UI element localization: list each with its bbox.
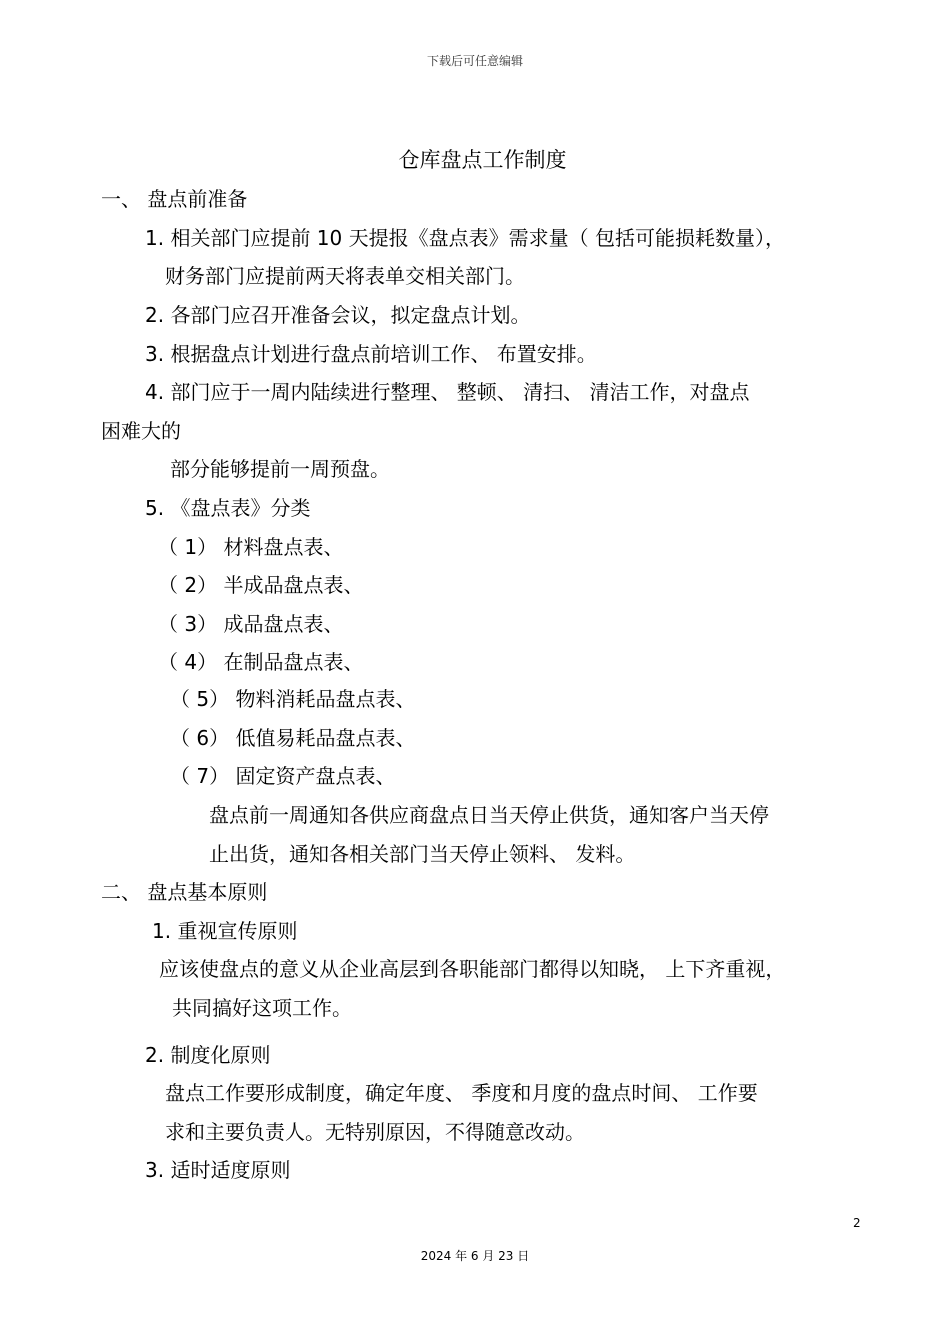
paragraph-line: 止出货，通知各相关部门当天停止领料、 发料。 [209,842,636,866]
paragraph-line: 5. 《盘点表》分类 [145,496,311,520]
list-item: （ 2） 半成品盘点表、 [158,573,364,597]
list-item: （ 3） 成品盘点表、 [158,612,344,636]
paragraph-line: 困难大的 [101,419,181,443]
paragraph-line: 2. 各部门应召开准备会议，拟定盘点计划。 [145,303,531,327]
paragraph-line: 部分能够提前一周预盘。 [170,457,390,481]
paragraph-line: 2. 制度化原则 [145,1043,271,1067]
paragraph-line: 4. 部门应于一周内陆续进行整理、 整顿、 清扫、 清洁工作，对盘点 [145,380,750,404]
paragraph-line: 应该使盘点的意义从企业高层到各职能部门都得以知晓， 上下齐重视， [159,957,786,981]
footer-date: 2024 年 6 月 23 日 [420,1249,530,1263]
paragraph-line: 共同搞好这项工作。 [172,996,352,1020]
paragraph-line: 盘点前一周通知各供应商盘点日当天停止供货，通知客户当天停 [209,803,769,827]
page-number: 2 [853,1216,861,1230]
section-heading: 一、 盘点前准备 [101,187,248,211]
document-title: 仓库盘点工作制度 [398,148,567,172]
page-header-note: 下载后可任意编辑 [426,54,523,68]
paragraph-line: 3. 适时适度原则 [145,1158,291,1182]
list-item: （ 1） 材料盘点表、 [158,535,344,559]
list-item: （ 6） 低值易耗品盘点表、 [170,726,416,750]
list-item: （ 7） 固定资产盘点表、 [170,764,396,788]
paragraph-line: 求和主要负责人。无特别原因，不得随意改动。 [165,1120,585,1144]
paragraph-line: 财务部门应提前两天将表单交相关部门。 [165,264,525,288]
list-item: （ 5） 物料消耗品盘点表、 [170,687,416,711]
list-item: （ 4） 在制品盘点表、 [158,650,364,674]
section-heading: 二、 盘点基本原则 [101,880,268,904]
paragraph-line: 3. 根据盘点计划进行盘点前培训工作、 布置安排。 [145,342,597,366]
paragraph-line: 盘点工作要形成制度，确定年度、 季度和月度的盘点时间、 工作要 [165,1081,758,1105]
paragraph-line: 1. 重视宣传原则 [152,919,298,943]
paragraph-line: 1. 相关部门应提前 10 天提报《盘点表》需求量（ 包括可能损耗数量）， [145,226,785,250]
